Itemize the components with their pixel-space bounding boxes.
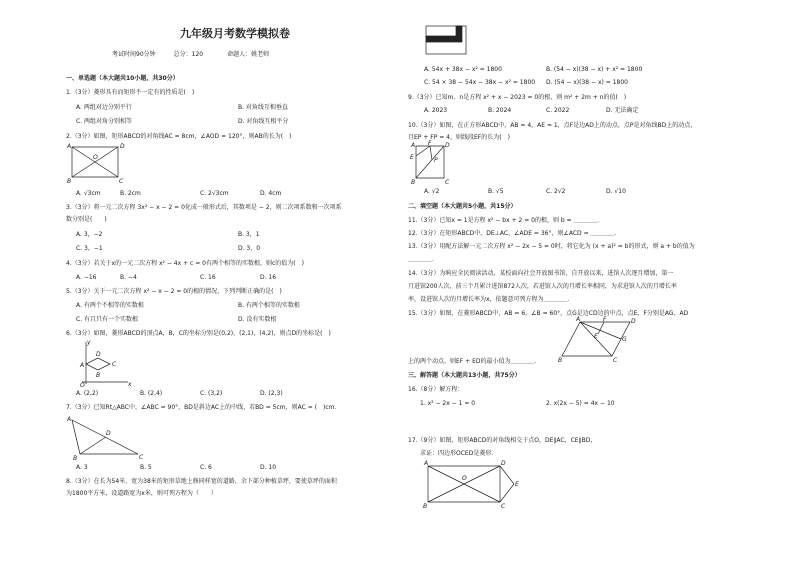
q6-label-d: D <box>96 351 101 358</box>
q10-option-d[interactable]: D. √10 <box>606 188 626 195</box>
q6-option-c[interactable]: C. (3,2) <box>200 390 223 397</box>
q1-option-c[interactable]: C. 两组对角分别相等 <box>76 118 133 125</box>
q2-option-d[interactable]: D. 4cm <box>260 190 282 197</box>
q1-option-d[interactable]: D. 对角线互相平分 <box>238 118 289 125</box>
q7-label-c: C <box>139 454 144 461</box>
q15-label-f: F <box>603 316 607 323</box>
q8-option-b[interactable]: B. (54 − x)(38 − x) + x² = 1800 <box>546 66 643 73</box>
q14-line2: 月进馆200人次，前三个月累计进馆872人次，若进馆人次的月增长率相同，为求进馆人次的月增长率 <box>408 283 677 290</box>
q7-option-b[interactable]: B. 5 <box>140 464 152 471</box>
q16-part2: 2. x(2x − 5) = 4x − 10 <box>546 400 615 407</box>
section1-heading: 一、单选题（本大题共10小题，共30分） <box>66 75 179 82</box>
q15-label-d: D <box>631 318 636 325</box>
q6-label-c: C <box>112 361 117 368</box>
q8-road-figure <box>426 26 470 56</box>
q3-option-a[interactable]: A. 3，−2 <box>76 231 103 238</box>
q4-option-d[interactable]: D. 16 <box>260 274 277 281</box>
q6-stem: 6.（3分）如图，菱形ABCD的顶点A，B，C的坐标分别是(0,2)，(2,1)，(4,2)，则点D的坐标是( ) <box>66 330 331 337</box>
q10-stem-line1: 10.（3分）如图，在正方形ABCD中，AB = 4，AE = 1，点F是边AD上的动点，点P是对角线BD上的动点， <box>408 122 697 129</box>
q5-stem: 5.（3分）关于一元二次方程 x² − x − 2 = 0的根的情况，下列判断正确的是( ) <box>66 288 282 295</box>
q11-text: 11.（3分）已知x = 1是方程 x² − bx + 2 = 0的根，则 b = ＿＿＿＿． <box>408 217 604 224</box>
q3-option-b[interactable]: B. 3，1 <box>238 231 260 238</box>
q8-option-d[interactable]: D. (54 − x)(38 − x) = 1800 <box>546 79 628 86</box>
q10-option-c[interactable]: C. 2√2 <box>546 188 566 195</box>
q9-option-c[interactable]: C. 2022 <box>546 107 570 114</box>
q2-option-b[interactable]: B. 2cm <box>120 190 141 197</box>
q5-option-d[interactable]: D. 没有实数根 <box>238 316 277 323</box>
q3-option-d[interactable]: D. 3，0 <box>238 245 261 252</box>
q10-label-a: A <box>411 142 416 149</box>
q3-stem-line1: 3.（3分）将一元二次方程 3x² − x − 2 = 0化成一般形式后，其数项是 − 2，则二次项系数和一次项系 <box>66 204 342 211</box>
q10-label-e: E <box>410 154 414 161</box>
q17-label-e: E <box>515 481 519 488</box>
q4-option-c[interactable]: C. 16 <box>200 274 216 281</box>
q5-option-a[interactable]: A. 有两个不相等的实数根 <box>76 302 144 309</box>
q15-line1: 15.（3分）如图，在菱形ABCD中，AB = 6，∠B = 60°，点G是边CD边的中点，点E、F分别是AG、AD <box>408 310 689 317</box>
q17-label-o: O <box>462 475 467 482</box>
q15-label-g: G <box>622 336 627 343</box>
q10-label-c: C <box>445 179 450 186</box>
q2-label-b: B <box>67 178 72 185</box>
q2-stem: 2.（3分）如图，矩形ABCD的对角线AC = 8cm，∠AOD = 120°，则AB的长为( ) <box>66 133 292 140</box>
q2-option-c[interactable]: C. 2√3cm <box>200 190 229 197</box>
section2-heading: 二、填空题（本大题共5小题，共15分） <box>408 203 517 210</box>
q1-option-b[interactable]: B. 对角线互相垂直 <box>238 104 288 111</box>
q7-label-a: A <box>67 416 72 423</box>
q15-line2: 上的两个动点，则EF + ED的最小值为＿＿＿＿． <box>408 358 541 365</box>
q3-stem-line2: 数分别是( ) <box>66 216 107 223</box>
q15-rhombus-figure <box>558 318 638 364</box>
q4-stem: 4.（3分）若关于x的一元二次方程 x² − 4x + c = 0有两个相等的实数根，则c的值为( ) <box>66 260 304 267</box>
exam-info: 考试时间90分钟 总分：120 命题人：姚老师 <box>112 51 270 58</box>
q5-option-c[interactable]: C. 有且只有一个实数根 <box>76 316 139 323</box>
q17-label-d: D <box>501 460 506 467</box>
q10-square-figure <box>410 142 450 186</box>
q16-part1: 1. x² − 2x − 1 = 0 <box>420 400 476 407</box>
q14-line3: 率，设进馆人次的月增长率为x，依题意可列方程为＿＿＿＿． <box>408 296 574 303</box>
q6-option-a[interactable]: A. (2,2) <box>76 390 99 397</box>
q10-stem-line2: 且EP + FP = 4，则线段EF的长为( ) <box>408 134 510 141</box>
q2-label-c: C <box>119 178 124 185</box>
q2-rectangle-figure <box>66 143 126 183</box>
q9-option-b[interactable]: B. 2024 <box>488 107 512 114</box>
q10-label-d: D <box>445 142 450 149</box>
q17-line2: 求证：四边形OCED是菱形. <box>420 450 494 457</box>
q1-option-a[interactable]: A. 两组对边分别平行 <box>76 104 132 111</box>
q10-option-a[interactable]: A. √2 <box>424 188 440 195</box>
page-title: 九年级月考数学模拟卷 <box>180 27 290 40</box>
q17-line1: 17.（9分）如图，矩形ABCD的对角线相交于点O，DE∥AC，CE∥BD， <box>408 437 597 444</box>
q15-label-c: C <box>613 357 618 364</box>
q6-label-a: A <box>80 362 85 369</box>
q17-rhombus-proof-figure <box>422 460 522 510</box>
q4-option-a[interactable]: A. −16 <box>76 274 97 281</box>
q8-stem-line2: 为1800平方米，设道路宽为x米，则可列方程为（ ） <box>66 490 217 497</box>
q6-label-b: B <box>96 372 101 379</box>
q17-label-b: B <box>423 503 428 510</box>
q7-stem: 7.（3分）已知Rt△ABC中，∠ABC = 90°，BD是斜边AC上的中线，若BD = 5cm，则AC = ( )cm. <box>66 404 337 411</box>
q3-option-c[interactable]: C. 3，−1 <box>76 245 103 252</box>
q6-option-b[interactable]: B. (2,4) <box>140 390 163 397</box>
q6-axis-x: x <box>128 381 132 388</box>
q15-label-a: A <box>576 316 581 323</box>
q4-option-b[interactable]: B. −4 <box>120 274 137 281</box>
q7-option-c[interactable]: C. 6 <box>200 464 212 471</box>
q5-option-b[interactable]: B. 有两个相等的实数根 <box>238 302 300 309</box>
q12-text: 12.（3分）在矩形ABCD中，DE⊥AC，∠ADE = 36°，则∠ACD = ＿＿＿＿． <box>408 230 621 237</box>
q7-label-d: D <box>106 430 111 437</box>
q7-label-b: B <box>73 455 78 462</box>
q6-axis-y: y <box>87 339 91 346</box>
q15-label-e: E <box>594 333 598 340</box>
q2-label-d: D <box>120 143 125 150</box>
q7-triangle-figure <box>66 414 146 460</box>
q8-option-a[interactable]: A. 54x + 38x − x² = 1800 <box>424 66 502 73</box>
section3-heading: 三、解答题（本大题共13小题，共75分） <box>408 372 521 379</box>
q8-stem-line1: 8.（3分）在长为54米、宽为38米的矩形草地上修同样宽的道路，余下部分种植草坪，要使草坪的面积 <box>66 478 337 485</box>
q8-option-c[interactable]: C. 54 × 38 − 54x − 38x − x² = 1800 <box>424 79 536 86</box>
q15-label-b: B <box>558 357 563 364</box>
q14-line1: 14.（3分）为响应全民阅读活动，某校面向社会开放图书馆，自开放以来，进馆人次逐月增加，第一 <box>408 270 674 277</box>
q2-option-a[interactable]: A. √3cm <box>76 190 101 197</box>
q16-stem: 16.（8分）解方程： <box>408 386 464 393</box>
q13-blank[interactable]: ＿＿＿＿． <box>408 256 439 263</box>
q2-label-a: A <box>67 143 72 150</box>
q6-coordinate-figure <box>72 339 132 389</box>
q10-label-f: F <box>428 140 432 147</box>
q9-stem: 9.（3分）已知m、n是方程 x² + x − 2023 = 0的根，则 m² + 2m + n的值( ) <box>408 94 627 101</box>
q10-label-p: P <box>434 157 438 164</box>
q9-option-d[interactable]: D. 无法确定 <box>606 107 639 114</box>
q10-option-b[interactable]: B. √5 <box>488 188 504 195</box>
q17-label-c: C <box>501 503 506 510</box>
q17-label-a: A <box>424 460 429 467</box>
q2-label-o: O <box>93 154 98 161</box>
q9-option-a[interactable]: A. 2023 <box>424 107 448 114</box>
q6-option-d[interactable]: D. (2,3) <box>260 390 283 397</box>
q7-option-d[interactable]: D. 10 <box>260 464 277 471</box>
q6-label-o: O <box>80 382 85 389</box>
q1-stem: 1.（3分）菱形具有而矩形不一定有的性质是( ) <box>66 89 195 96</box>
q13-text: 13.（3分）用配方法解一元二次方程 x² − 2x − 5 = 0时，将它化为 (x + a)² = b的形式，则 a + b的值为 <box>408 243 695 250</box>
q10-label-b: B <box>411 179 416 186</box>
q7-option-a[interactable]: A. 3 <box>76 464 88 471</box>
